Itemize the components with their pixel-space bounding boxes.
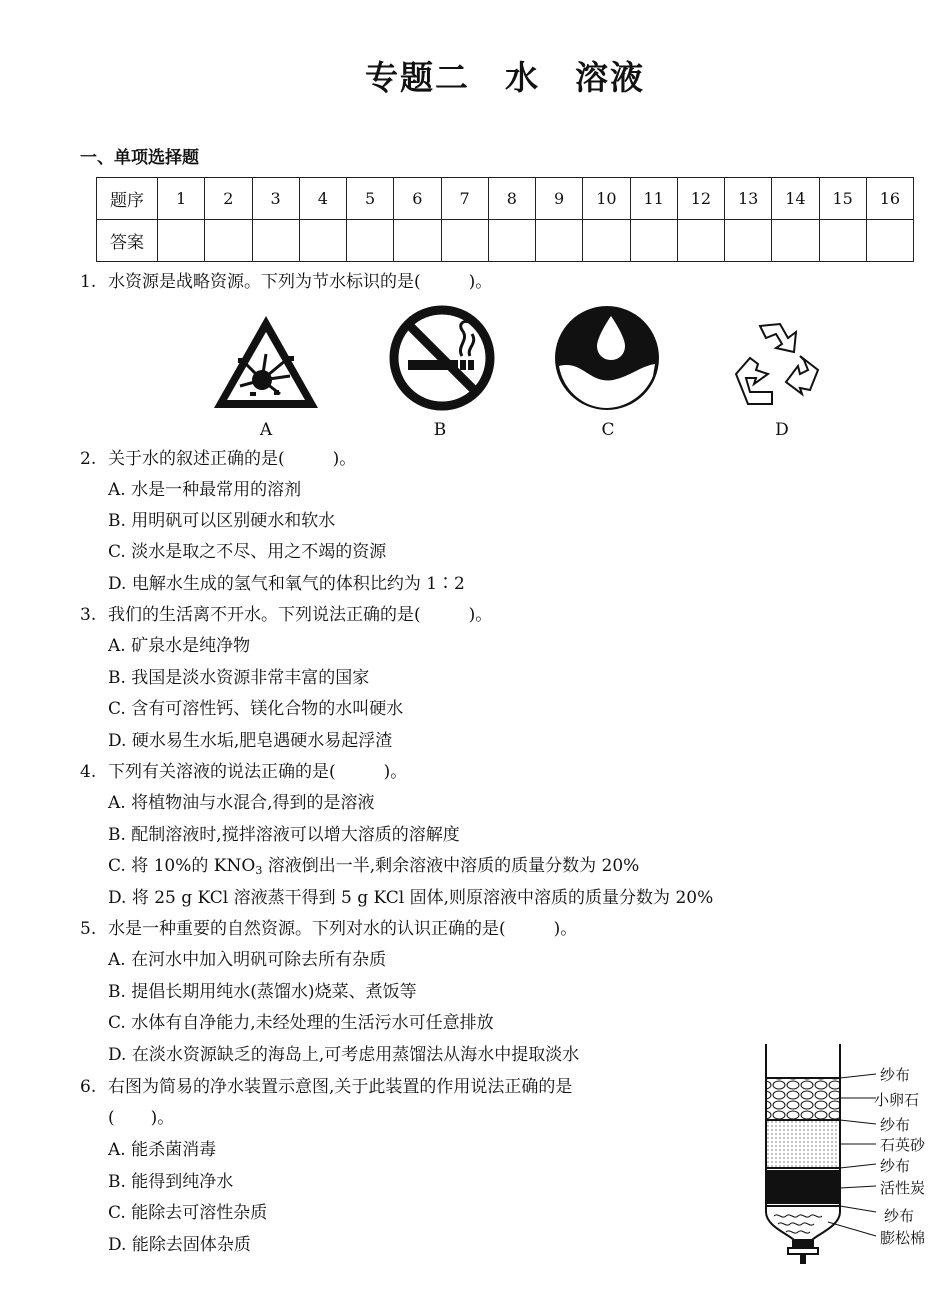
question-number-cell: 15 (819, 178, 866, 220)
question-number-cell: 10 (583, 178, 630, 220)
figure-label-c: C (601, 420, 615, 440)
question-6-stem-line2 (108, 1107, 174, 1129)
filter-label-cotton: 膨松棉 (880, 1229, 926, 1247)
question-text: 水资源是战略资源。下列为节水标识的是( (108, 272, 421, 292)
option-a: A. 在河水中加入明矾可除去所有杂质 (108, 950, 387, 970)
question-number-cell: 4 (299, 178, 346, 220)
answer-table-number-row (97, 178, 914, 220)
option-c: C. 水体有自净能力,未经处理的生活污水可任意排放 (108, 1013, 494, 1033)
answer-cell[interactable] (725, 220, 772, 262)
question-text-end: )。 (553, 919, 578, 939)
water-filter-diagram (758, 1040, 878, 1266)
question-text: ( (108, 1108, 115, 1128)
figure-label-b: B (433, 420, 447, 440)
option-a: A. 将植物油与水混合,得到的是溶液 (108, 793, 375, 813)
explosive-warning-icon (210, 312, 322, 412)
question-text: 我们的生活离不开水。下列说法正确的是( (108, 605, 421, 625)
option-c (108, 855, 639, 882)
option-c: C. 含有可溶性钙、镁化合物的水叫硬水 (108, 699, 404, 719)
question-number: 6. (80, 1077, 97, 1097)
option-c-text-end: 溶液倒出一半,剩余溶液中溶质的质量分数为 20% (262, 856, 640, 876)
question-1-stem (80, 271, 492, 293)
filter-label-pebbles: 小卵石 (874, 1091, 920, 1109)
question-text: 下列有关溶液的说法正确的是( (108, 762, 336, 782)
question-number: 2. (80, 449, 97, 469)
filter-label-quartz-sand: 石英砂 (880, 1136, 926, 1154)
option-b: B. 配制溶液时,搅拌溶液可以增大溶质的溶解度 (108, 825, 460, 845)
question-number-cell: 13 (725, 178, 772, 220)
figure-label-a: A (259, 420, 273, 440)
option-d: D. 硬水易生水垢,肥皂遇硬水易起浮渣 (108, 731, 393, 751)
answer-cell[interactable] (772, 220, 819, 262)
question-2-stem (80, 448, 356, 470)
subscript: 3 (255, 864, 263, 877)
filter-label-gauze: 纱布 (880, 1116, 911, 1134)
option-c-text: C. 将 10%的 KNO (108, 856, 256, 876)
question-number-cell: 8 (488, 178, 535, 220)
option-a: A. 水是一种最常用的溶剂 (108, 480, 302, 500)
recycle-icon (728, 318, 828, 414)
question-text-end: )。 (468, 605, 493, 625)
question-text: 右图为简易的净水装置示意图,关于此装置的作用说法正确的是 (108, 1077, 573, 1097)
option-c: C. 淡水是取之不尽、用之不竭的资源 (108, 542, 387, 562)
question-text-end: )。 (383, 762, 408, 782)
question-number-cell: 9 (536, 178, 583, 220)
question-text-end: )。 (332, 449, 357, 469)
question-number: 3. (80, 605, 97, 625)
answer-cell[interactable] (536, 220, 583, 262)
option-d: D. 能除去固体杂质 (108, 1235, 251, 1255)
question-number-cell: 12 (677, 178, 724, 220)
question-number-cell: 14 (772, 178, 819, 220)
option-a: A. 能杀菌消毒 (108, 1140, 217, 1160)
question-number-cell: 1 (158, 178, 205, 220)
option-a: A. 矿泉水是纯净物 (108, 636, 251, 656)
question-text: 水是一种重要的自然资源。下列对水的认识正确的是( (108, 919, 506, 939)
filter-label-gauze: 纱布 (880, 1066, 911, 1084)
option-d: D. 在淡水资源缺乏的海岛上,可考虑用蒸馏法从海水中提取淡水 (108, 1045, 580, 1065)
answer-cell[interactable] (630, 220, 677, 262)
question-number: 1. (80, 272, 97, 292)
question-number-cell: 5 (347, 178, 394, 220)
option-d: D. 电解水生成的氢气和氧气的体积比约为 1∶2 (108, 574, 465, 594)
question-3-stem (80, 604, 492, 626)
section-title: 一、单项选择题 (80, 148, 199, 168)
answer-cell[interactable] (866, 220, 913, 262)
question-text-end: )。 (468, 272, 493, 292)
answer-cell[interactable] (347, 220, 394, 262)
question-text: 关于水的叙述正确的是( (108, 449, 285, 469)
answer-cell[interactable] (488, 220, 535, 262)
question-5-stem (80, 918, 577, 940)
filter-label-activated-carbon: 活性炭 (880, 1179, 926, 1197)
question-6-stem (80, 1076, 572, 1098)
question-number-cell: 6 (394, 178, 441, 220)
option-b: B. 能得到纯净水 (108, 1172, 234, 1192)
answer-table (96, 177, 914, 262)
filter-label-gauze: 纱布 (884, 1207, 915, 1225)
no-smoking-icon (388, 304, 496, 412)
question-number-cell: 7 (441, 178, 488, 220)
answer-table-answer-row (97, 220, 914, 262)
question-4-stem (80, 761, 407, 783)
row-header-number: 题序 (97, 178, 158, 220)
answer-cell[interactable] (819, 220, 866, 262)
question-number: 4. (80, 762, 97, 782)
answer-cell[interactable] (299, 220, 346, 262)
question-text-end: )。 (150, 1108, 175, 1128)
water-saving-icon (553, 304, 661, 412)
option-b: B. 提倡长期用纯水(蒸馏水)烧菜、煮饭等 (108, 982, 417, 1002)
answer-cell[interactable] (205, 220, 252, 262)
page-title: 专题二 水 溶液 (365, 58, 645, 97)
answer-cell[interactable] (158, 220, 205, 262)
question-number-cell: 11 (630, 178, 677, 220)
filter-label-gauze: 纱布 (880, 1157, 911, 1175)
answer-cell[interactable] (583, 220, 630, 262)
question-number-cell: 16 (866, 178, 913, 220)
option-d: D. 将 25 g KCl 溶液蒸干得到 5 g KCl 固体,则原溶液中溶质的质量分数为 20% (108, 888, 714, 908)
answer-cell[interactable] (677, 220, 724, 262)
question-number: 5. (80, 919, 97, 939)
figure-label-d: D (775, 420, 789, 440)
question-number-cell: 3 (252, 178, 299, 220)
answer-cell[interactable] (252, 220, 299, 262)
option-b: B. 我国是淡水资源非常丰富的国家 (108, 668, 370, 688)
answer-cell[interactable] (441, 220, 488, 262)
row-header-answer: 答案 (97, 220, 158, 262)
option-c: C. 能除去可溶性杂质 (108, 1203, 268, 1223)
answer-cell[interactable] (394, 220, 441, 262)
option-b: B. 用明矾可以区别硬水和软水 (108, 511, 336, 531)
question-number-cell: 2 (205, 178, 252, 220)
